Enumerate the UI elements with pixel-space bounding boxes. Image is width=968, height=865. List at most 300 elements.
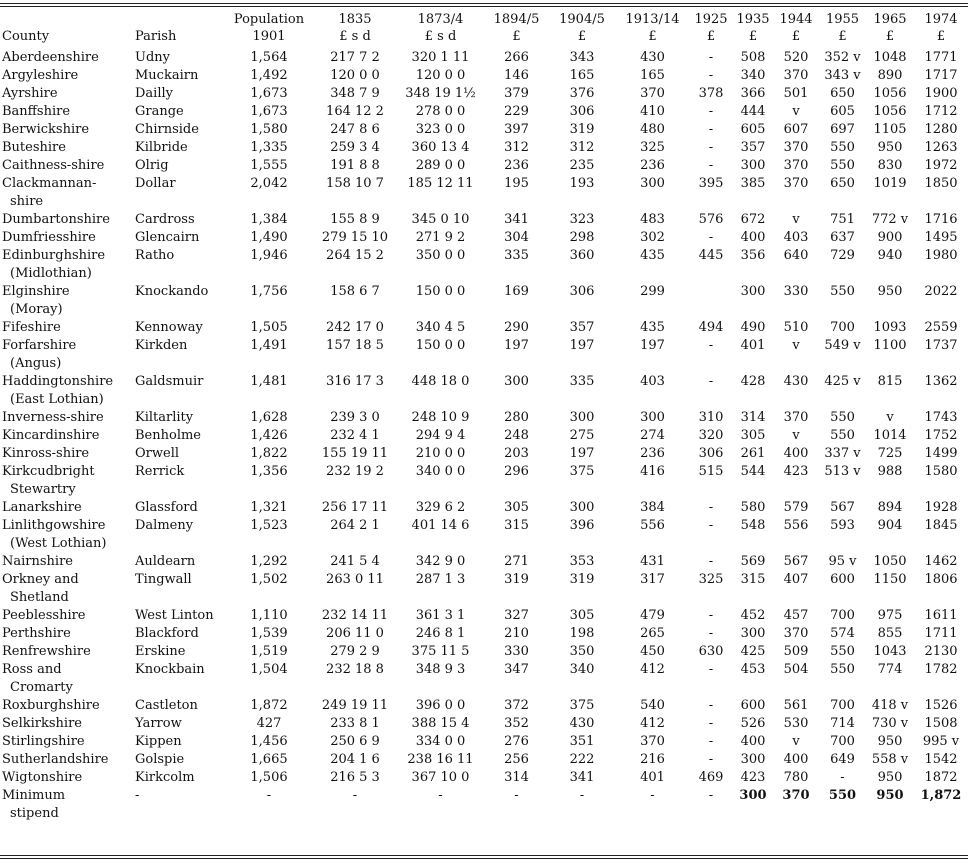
cell-pop: 1,491 (250, 338, 288, 353)
cell-v1935: 526 (740, 716, 766, 731)
cell-v1955: 593 (830, 518, 855, 533)
cell-v1913: 299 (640, 284, 665, 299)
cell-v1974: 1508 (924, 716, 958, 731)
cell-v1944: v (792, 734, 800, 749)
county-name: Minimum (2, 788, 66, 803)
cell-v1894: 276 (504, 734, 529, 749)
cell-v1955: 567 (830, 500, 855, 515)
table-row (0, 337, 968, 373)
county-name: Aberdeenshire (2, 50, 99, 65)
cell-v1904: 305 (569, 608, 595, 623)
county-name: Sutherlandshire (2, 752, 109, 767)
col-header-county: County (2, 29, 50, 44)
table-row (0, 643, 968, 661)
cell-pop: 1,756 (250, 284, 288, 299)
cell-v1913: 197 (640, 338, 665, 353)
cell-v1944: 780 (783, 770, 809, 785)
table-row (0, 373, 968, 409)
cell-v1913: 540 (640, 698, 665, 713)
cell-v1835: 155 19 11 (321, 446, 389, 461)
cell-v1925: - (708, 698, 714, 713)
table-row (0, 715, 968, 733)
cell-v1913: 370 (640, 734, 665, 749)
top-rule-outer (0, 3, 968, 4)
cell-v1955: 513 v (824, 464, 861, 479)
cell-county (0, 283, 133, 319)
cell-v1835: 157 18 5 (326, 338, 384, 353)
cell-v1925: - (708, 230, 714, 245)
cell-v1974: 1611 (924, 608, 958, 623)
cell-v1913: 236 (640, 158, 665, 173)
cell-v1974: 1972 (924, 158, 958, 173)
cell-v1965: 988 (877, 464, 903, 479)
cell-v1974: 1462 (924, 554, 958, 569)
cell-v1835: 250 6 9 (330, 734, 380, 749)
cell-v1873: 345 0 10 (411, 212, 470, 227)
cell-county (0, 445, 133, 463)
cell-v1894: 327 (504, 608, 529, 623)
cell-v1965: 904 (877, 518, 903, 533)
cell-v1913: 165 (640, 68, 665, 83)
cell-v1955: 714 (830, 716, 855, 731)
cell-v1904: 340 (569, 662, 595, 677)
county-name: Peeblesshire (2, 608, 86, 623)
table-row (0, 571, 968, 607)
cell-v1935: 444 (740, 104, 766, 119)
cell-v1965: 950 (877, 284, 903, 299)
cell-v1935: 401 (740, 338, 766, 353)
cell-v1955: 549 v (824, 338, 861, 353)
cell-v1935: 400 (740, 230, 766, 245)
cell-v1913: 325 (640, 140, 665, 155)
cell-v1935: 452 (740, 608, 766, 623)
cell-pop: 1,506 (250, 770, 288, 785)
cell-v1955: 697 (830, 122, 855, 137)
cell-v1904: 396 (569, 518, 595, 533)
cell-county (0, 409, 133, 427)
cell-county (0, 553, 133, 571)
county-name: Ross and (2, 662, 62, 677)
cell-v1913: 300 (640, 176, 665, 191)
cell-v1974: 1,872 (920, 788, 962, 803)
county-name: Stirlingshire (2, 734, 85, 749)
cell-v1955: 751 (830, 212, 855, 227)
cell-v1925: 515 (698, 464, 724, 479)
table-row (0, 427, 968, 445)
cell-v1894: 347 (504, 662, 529, 677)
cell-pop: 1,504 (250, 662, 288, 677)
county-name: Lanarkshire (2, 500, 82, 515)
cell-v1894: 315 (504, 518, 529, 533)
cell-v1835: 348 7 9 (330, 86, 380, 101)
cell-v1974: 1782 (924, 662, 958, 677)
cell-county (0, 229, 133, 247)
cell-v1955: 95 v (828, 554, 857, 569)
cell-pop: 1,822 (250, 446, 288, 461)
col-header-1873: 1873/4 £ s d (417, 12, 464, 44)
cell-v1925: 310 (698, 410, 724, 425)
cell-parish: Glencairn (135, 230, 200, 245)
cell-v1873: 278 0 0 (415, 104, 466, 119)
cell-v1835: 263 0 11 (326, 572, 384, 587)
cell-v1974: 1716 (924, 212, 958, 227)
cell-v1935: 300 (740, 752, 766, 767)
cell-county (0, 661, 133, 697)
cell-parish: Dalmeny (135, 518, 194, 533)
table-row (0, 445, 968, 463)
cell-v1955: 650 (830, 86, 855, 101)
cell-v1944: 370 (783, 410, 809, 425)
cell-pop: 1,665 (250, 752, 288, 767)
cell-v1925: - (708, 68, 714, 83)
cell-v1873: 348 9 3 (415, 662, 466, 677)
cell-v1835: 232 4 1 (330, 428, 380, 443)
cell-v1965: 815 (877, 374, 903, 389)
cell-parish: Kilbride (135, 140, 188, 155)
cell-v1913: 384 (640, 500, 665, 515)
cell-v1955: 343 v (824, 68, 861, 83)
cell-v1835: 204 1 6 (330, 752, 380, 767)
cell-v1873: 248 10 9 (411, 410, 470, 425)
cell-v1935: 315 (740, 572, 766, 587)
cell-v1965: 1105 (873, 122, 907, 137)
cell-v1925: - (708, 608, 714, 623)
cell-v1913: 403 (640, 374, 665, 389)
cell-v1904: 165 (569, 68, 595, 83)
cell-pop: 1,490 (250, 230, 288, 245)
cell-pop: 1,426 (250, 428, 288, 443)
cell-v1944: 400 (783, 446, 809, 461)
cell-v1894: 300 (504, 374, 529, 389)
top-rule-inner (0, 6, 968, 7)
cell-county (0, 211, 133, 229)
cell-v1835: 191 8 8 (330, 158, 380, 173)
cell-v1974: 2022 (924, 284, 958, 299)
cell-pop: 1,673 (250, 86, 288, 101)
cell-v1873: 340 4 5 (415, 320, 466, 335)
cell-v1904: 319 (569, 572, 595, 587)
county-name: Inverness-shire (2, 410, 104, 425)
cell-v1965: 900 (877, 230, 903, 245)
cell-v1974: 1980 (924, 248, 958, 263)
cell-v1873: 401 14 6 (411, 518, 470, 533)
cell-v1913: 410 (640, 104, 665, 119)
cell-parish: Rerrick (135, 464, 185, 479)
cell-v1873: 150 0 0 (415, 338, 466, 353)
cell-v1873: 238 16 11 (407, 752, 474, 767)
cell-v1955: 650 (830, 176, 855, 191)
cell-v1873: 323 0 0 (415, 122, 466, 137)
county-name: Nairnshire (2, 554, 73, 569)
cell-parish: Kennoway (135, 320, 203, 335)
col-header-1894: 1894/5 £ (493, 12, 540, 44)
cell-v1935: 428 (740, 374, 766, 389)
cell-v1835: - (352, 788, 358, 803)
cell-county (0, 571, 133, 607)
cell-v1925: 378 (698, 86, 724, 101)
cell-v1925: - (708, 338, 714, 353)
cell-v1935: 356 (740, 248, 766, 263)
cell-v1904: 235 (569, 158, 595, 173)
cell-v1904: 353 (569, 554, 595, 569)
cell-v1965: 890 (877, 68, 903, 83)
cell-v1965: 1019 (873, 176, 907, 191)
cell-v1955: 700 (830, 698, 855, 713)
cell-pop: 1,110 (250, 608, 288, 623)
cell-v1955: 550 (830, 284, 855, 299)
cell-v1904: 375 (569, 698, 595, 713)
cell-county (0, 607, 133, 625)
cell-v1925 (689, 283, 733, 319)
county-name: Renfrewshire (2, 644, 91, 659)
col-header-1955: 1955 £ (825, 12, 860, 44)
cell-v1935: 508 (740, 50, 766, 65)
cell-v1913: 435 (640, 320, 665, 335)
cell-pop: 1,456 (250, 734, 288, 749)
cell-pop: 1,519 (250, 644, 288, 659)
cell-v1974: 1928 (924, 500, 958, 515)
cell-v1974: 1712 (924, 104, 958, 119)
cell-v1913: 556 (640, 518, 665, 533)
cell-v1913: 479 (640, 608, 665, 623)
cell-county (0, 247, 133, 283)
cell-county (0, 85, 133, 103)
cell-v1904: 306 (569, 284, 595, 299)
county-name: Banffshire (2, 104, 71, 119)
cell-v1894: 195 (504, 176, 529, 191)
cell-v1873: 361 3 1 (415, 608, 466, 623)
cell-v1925: - (708, 518, 714, 533)
cell-pop: 1,505 (250, 320, 288, 335)
cell-v1944: 520 (783, 50, 809, 65)
cell-v1873: 342 9 0 (415, 554, 466, 569)
cell-v1974: 1872 (924, 770, 958, 785)
cell-v1974: 1499 (924, 446, 958, 461)
cell-v1913: 317 (640, 572, 665, 587)
cell-v1944: v (792, 338, 800, 353)
county-name-continuation: shire (10, 194, 44, 209)
cell-v1904: 335 (569, 374, 595, 389)
cell-county (0, 769, 133, 787)
cell-v1835: 217 7 2 (330, 50, 380, 65)
cell-v1925: 306 (698, 446, 724, 461)
cell-v1894: 352 (504, 716, 529, 731)
cell-county (0, 463, 133, 499)
cell-county (0, 697, 133, 715)
county-name-continuation: (West Lothian) (10, 536, 107, 551)
cell-county (0, 643, 133, 661)
cell-v1925: - (708, 716, 714, 731)
cell-v1935: 425 (740, 644, 766, 659)
cell-parish: Chirnside (135, 122, 199, 137)
cell-v1835: 259 3 4 (330, 140, 380, 155)
cell-v1904: 360 (569, 248, 595, 263)
cell-v1974: 995 v (922, 734, 960, 749)
county-name-continuation: (Moray) (10, 302, 63, 317)
cell-v1935: 305 (740, 428, 766, 443)
cell-v1904: 298 (569, 230, 595, 245)
cell-v1894: 379 (504, 86, 529, 101)
table-row (0, 247, 968, 283)
cell-v1974: 1771 (924, 50, 958, 65)
cell-v1974: 1280 (924, 122, 958, 137)
table-row (0, 697, 968, 715)
cell-parish: Olrig (135, 158, 169, 173)
cell-v1955: 550 (828, 788, 857, 803)
cell-v1974: 1362 (924, 374, 958, 389)
col-header-1974: 1974 £ (924, 12, 958, 44)
table-row (0, 103, 968, 121)
cell-v1974: 1900 (924, 86, 958, 101)
cell-v1965: 855 (877, 626, 903, 641)
cell-v1894: 266 (504, 50, 529, 65)
cell-v1835: 316 17 3 (326, 374, 384, 389)
cell-v1944: 370 (782, 788, 810, 803)
cell-v1894: 236 (504, 158, 529, 173)
cell-pop: 1,555 (250, 158, 288, 173)
county-name: Caithness-shire (2, 158, 105, 173)
table-row (0, 607, 968, 625)
cell-parish: Ratho (135, 248, 175, 263)
cell-county (0, 733, 133, 751)
cell-v1873: 340 0 0 (415, 464, 466, 479)
cell-v1904: 198 (569, 626, 595, 641)
county-name: Clackmannan- (2, 176, 97, 191)
cell-v1974: 2559 (924, 320, 958, 335)
cell-parish: Knockbain (135, 662, 205, 677)
cell-v1913: 265 (640, 626, 665, 641)
county-name: Orkney and (2, 572, 79, 587)
cell-county (0, 517, 133, 553)
table-row (0, 319, 968, 337)
cell-v1955: 425 v (824, 374, 861, 389)
cell-v1925: 494 (698, 320, 724, 335)
table-row (0, 751, 968, 769)
cell-v1873: 246 8 1 (415, 626, 466, 641)
cell-v1965: 975 (877, 608, 903, 623)
col-header-1935: 1935 £ (736, 12, 770, 44)
cell-v1835: 247 8 6 (330, 122, 380, 137)
cell-v1944: v (792, 428, 800, 443)
cell-v1904: 193 (569, 176, 595, 191)
cell-v1894: 280 (504, 410, 529, 425)
cell-v1894: 312 (504, 140, 529, 155)
county-name-continuation: Shetland (10, 590, 69, 605)
cell-v1835: 242 17 0 (326, 320, 384, 335)
cell-v1965: 418 v (871, 698, 909, 713)
cell-v1894: 197 (504, 338, 529, 353)
county-name-continuation: Cromarty (10, 680, 73, 695)
cell-v1894: 210 (504, 626, 529, 641)
cell-v1944: 556 (783, 518, 809, 533)
cell-pop: 1,321 (250, 500, 288, 515)
table-row (0, 553, 968, 571)
cell-v1965: 1048 (873, 50, 907, 65)
cell-v1944: 370 (783, 158, 809, 173)
table-row (0, 517, 968, 553)
cell-parish: Dailly (135, 86, 173, 101)
cell-v1965: 940 (877, 248, 903, 263)
cell-parish: Kirkcolm (135, 770, 195, 785)
cell-parish: Erskine (135, 644, 186, 659)
cell-v1935: 490 (740, 320, 766, 335)
cell-v1974: 1580 (924, 464, 958, 479)
cell-pop: - (266, 788, 272, 803)
county-name: Perthshire (2, 626, 71, 641)
cell-county (0, 715, 133, 733)
cell-v1894: 248 (504, 428, 529, 443)
cell-v1955: 649 (830, 752, 855, 767)
cell-v1894: 330 (504, 644, 529, 659)
cell-v1913: 236 (640, 446, 665, 461)
cell-v1894: 305 (504, 500, 529, 515)
cell-pop: 1,481 (250, 374, 288, 389)
county-name-continuation: Stewartry (10, 482, 76, 497)
cell-v1935: 672 (740, 212, 766, 227)
table-header (0, 9, 968, 48)
cell-v1835: 264 15 2 (326, 248, 384, 263)
cell-v1955: 600 (830, 572, 855, 587)
cell-pop: 1,356 (250, 464, 288, 479)
cell-v1974: 1263 (924, 140, 958, 155)
cell-v1913: - (650, 788, 655, 803)
bottom-rule-outer (0, 858, 968, 859)
cell-v1913: 435 (640, 248, 665, 263)
cell-v1904: 197 (569, 446, 595, 461)
county-name-continuation: stipend (10, 806, 59, 821)
cell-v1944: 430 (783, 374, 809, 389)
table-row (0, 769, 968, 787)
cell-v1873: 360 13 4 (411, 140, 470, 155)
table-body (0, 48, 968, 823)
cell-v1955: 550 (830, 644, 855, 659)
cell-pop: 1,539 (250, 626, 288, 641)
cell-v1904: 351 (569, 734, 595, 749)
cell-v1835: 233 8 1 (330, 716, 380, 731)
cell-v1913: 431 (640, 554, 665, 569)
cell-v1904: 376 (569, 86, 595, 101)
cell-v1873: 289 0 0 (415, 158, 466, 173)
cell-v1965: 1050 (873, 554, 907, 569)
cell-v1944: 567 (783, 554, 809, 569)
cell-v1913: 412 (640, 662, 665, 677)
cell-v1894: 256 (504, 752, 529, 767)
cell-v1935: 600 (740, 698, 766, 713)
cell-parish: Auldearn (135, 554, 196, 569)
cell-v1935: 300 (740, 284, 766, 299)
cell-county (0, 103, 133, 121)
cell-v1873: 185 12 11 (407, 176, 474, 191)
cell-pop: 1,502 (250, 572, 288, 587)
cell-v1935: 580 (740, 500, 766, 515)
cell-v1904: 375 (569, 464, 595, 479)
cell-parish: Orwell (135, 446, 180, 461)
cell-v1944: 370 (783, 626, 809, 641)
cell-v1913: 302 (640, 230, 665, 245)
cell-v1955: 550 (830, 428, 855, 443)
cell-v1935: 569 (740, 554, 766, 569)
cell-v1904: 323 (569, 212, 595, 227)
cell-v1873: 396 0 0 (415, 698, 466, 713)
cell-pop: 1,492 (250, 68, 288, 83)
cell-v1925: - (708, 500, 714, 515)
table-row (0, 409, 968, 427)
cell-county (0, 157, 133, 175)
cell-v1974: 1752 (924, 428, 958, 443)
cell-v1935: 300 (739, 788, 767, 803)
county-name: Wigtonshire (2, 770, 83, 785)
cell-v1974: 2130 (924, 644, 958, 659)
